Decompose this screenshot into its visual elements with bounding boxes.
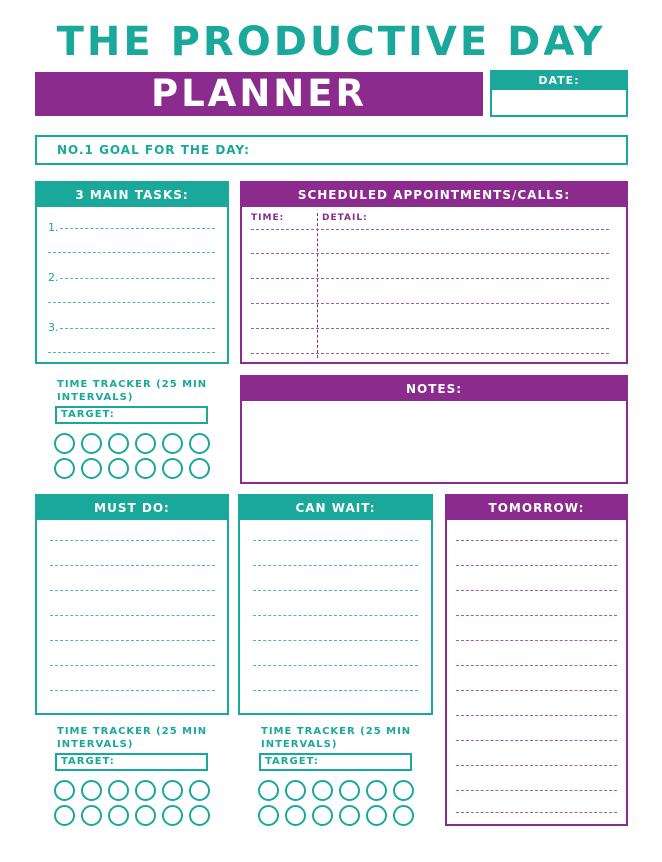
time-column-label: TIME: (251, 213, 285, 223)
time-tracker-label: TIME TRACKER (25 MIN INTERVALS) (261, 726, 412, 750)
tomorrow-line[interactable] (456, 665, 617, 666)
interval-circle[interactable] (189, 805, 210, 826)
can-wait-line[interactable] (253, 665, 418, 666)
interval-circle[interactable] (108, 433, 129, 454)
notes-title: NOTES: (242, 377, 626, 401)
interval-circle[interactable] (393, 780, 414, 801)
task-number-1: 1. (48, 221, 59, 234)
tomorrow-line[interactable] (456, 690, 617, 691)
tomorrow-line[interactable] (456, 590, 617, 591)
appointment-line[interactable] (251, 229, 609, 230)
tomorrow-line[interactable] (456, 740, 617, 741)
notes-panel[interactable] (240, 375, 628, 484)
interval-circle[interactable] (54, 780, 75, 801)
appointments-panel (240, 181, 628, 364)
interval-circle[interactable] (135, 805, 156, 826)
target-field[interactable]: TARGET: (259, 753, 412, 771)
task-line[interactable] (48, 252, 215, 253)
interval-circle[interactable] (162, 458, 183, 479)
interval-circle[interactable] (54, 805, 75, 826)
appointment-line[interactable] (251, 328, 609, 329)
task-line[interactable] (48, 302, 215, 303)
interval-circle[interactable] (108, 805, 129, 826)
must-do-line[interactable] (50, 565, 215, 566)
appointment-line[interactable] (251, 278, 609, 279)
interval-circle[interactable] (366, 805, 387, 826)
task-number-2: 2. (48, 271, 59, 284)
tomorrow-line[interactable] (456, 565, 617, 566)
time-tracker-label: TIME TRACKER (25 MIN INTERVALS) (57, 726, 208, 750)
interval-circle[interactable] (258, 780, 279, 801)
interval-circle[interactable] (339, 805, 360, 826)
interval-circle[interactable] (189, 780, 210, 801)
target-field[interactable]: TARGET: (55, 406, 208, 424)
can-wait-line[interactable] (253, 565, 418, 566)
interval-circle[interactable] (81, 458, 102, 479)
page-title: THE PRODUCTIVE DAY (56, 19, 606, 65)
interval-circle[interactable] (393, 805, 414, 826)
column-divider (317, 213, 318, 358)
interval-circle[interactable] (162, 805, 183, 826)
interval-circle[interactable] (81, 780, 102, 801)
interval-circle[interactable] (189, 458, 210, 479)
interval-circle[interactable] (108, 780, 129, 801)
task-line[interactable] (60, 278, 215, 279)
can-wait-line[interactable] (253, 640, 418, 641)
must-do-panel (35, 494, 229, 715)
interval-circle[interactable] (135, 458, 156, 479)
main-tasks-panel (35, 181, 229, 364)
interval-circle[interactable] (312, 805, 333, 826)
interval-circle[interactable] (339, 780, 360, 801)
main-tasks-title: 3 MAIN TASKS: (37, 183, 227, 207)
interval-circle[interactable] (135, 433, 156, 454)
task-line[interactable] (60, 328, 215, 329)
tomorrow-line[interactable] (456, 640, 617, 641)
tomorrow-line[interactable] (456, 765, 617, 766)
appointment-line[interactable] (251, 303, 609, 304)
interval-circle[interactable] (81, 805, 102, 826)
tomorrow-line[interactable] (456, 540, 617, 541)
can-wait-title: CAN WAIT: (240, 496, 431, 520)
planner-banner: PLANNER (35, 72, 483, 116)
must-do-line[interactable] (50, 690, 215, 691)
task-line[interactable] (48, 352, 215, 353)
target-field[interactable]: TARGET: (55, 753, 208, 771)
must-do-line[interactable] (50, 590, 215, 591)
tomorrow-panel (445, 494, 628, 826)
tomorrow-line[interactable] (456, 715, 617, 716)
interval-circle[interactable] (366, 780, 387, 801)
interval-circle[interactable] (108, 458, 129, 479)
interval-circle[interactable] (54, 458, 75, 479)
interval-circle[interactable] (312, 780, 333, 801)
goal-field[interactable]: NO.1 GOAL FOR THE DAY: (35, 135, 628, 165)
date-box[interactable] (490, 70, 628, 117)
interval-circle[interactable] (285, 805, 306, 826)
can-wait-panel (238, 494, 433, 715)
task-number-3: 3. (48, 321, 59, 334)
tomorrow-line[interactable] (456, 790, 617, 791)
interval-circle[interactable] (285, 780, 306, 801)
must-do-line[interactable] (50, 540, 215, 541)
can-wait-line[interactable] (253, 590, 418, 591)
interval-circle[interactable] (189, 433, 210, 454)
task-line[interactable] (60, 228, 215, 229)
tomorrow-line[interactable] (456, 615, 617, 616)
appointment-line[interactable] (251, 353, 609, 354)
must-do-title: MUST DO: (37, 496, 227, 520)
appointment-line[interactable] (251, 253, 609, 254)
interval-circle[interactable] (81, 433, 102, 454)
can-wait-line[interactable] (253, 690, 418, 691)
must-do-line[interactable] (50, 640, 215, 641)
interval-circle[interactable] (258, 805, 279, 826)
appointments-title: SCHEDULED APPOINTMENTS/CALLS: (242, 183, 626, 207)
tomorrow-title: TOMORROW: (447, 496, 626, 520)
tomorrow-line[interactable] (456, 812, 617, 813)
must-do-line[interactable] (50, 665, 215, 666)
must-do-line[interactable] (50, 615, 215, 616)
can-wait-line[interactable] (253, 540, 418, 541)
can-wait-line[interactable] (253, 615, 418, 616)
date-label: DATE: (492, 72, 626, 90)
interval-circle[interactable] (162, 433, 183, 454)
interval-circle[interactable] (135, 780, 156, 801)
interval-circle[interactable] (54, 433, 75, 454)
time-tracker-label: TIME TRACKER (25 MIN INTERVALS) (57, 379, 208, 403)
detail-column-label: DETAIL: (322, 213, 368, 223)
interval-circle[interactable] (162, 780, 183, 801)
